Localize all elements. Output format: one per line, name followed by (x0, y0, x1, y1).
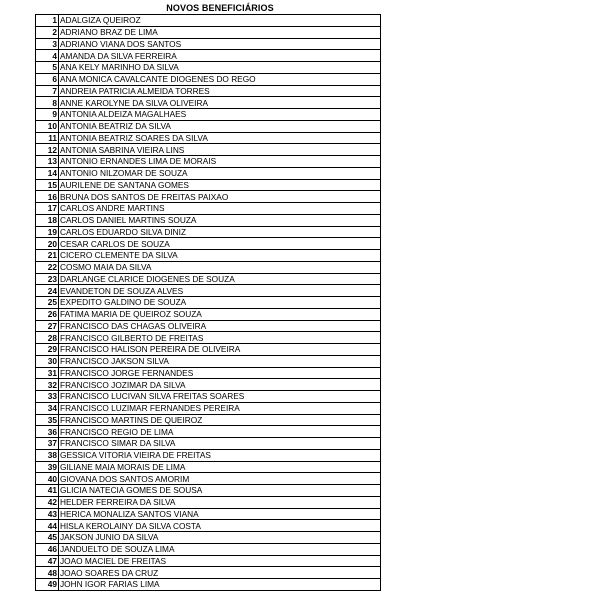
row-number: 13 (36, 156, 59, 168)
table-row (36, 73, 381, 85)
row-number: 37 (36, 438, 59, 450)
row-number: 7 (36, 85, 59, 97)
row-number: 29 (36, 344, 59, 356)
beneficiary-name: ANDREIA PATRICIA ALMEIDA TORRES (59, 85, 381, 97)
beneficiary-name: EXPEDITO GALDINO DE SOUZA (59, 297, 381, 309)
beneficiary-name: JOAO SOARES DA CRUZ (59, 567, 381, 579)
beneficiaries-table-body (36, 15, 381, 591)
row-number: 46 (36, 543, 59, 555)
table-row (36, 26, 381, 38)
beneficiary-name: CARLOS EDUARDO SILVA DINIZ (59, 226, 381, 238)
table-row (36, 167, 381, 179)
table-row (36, 120, 381, 132)
row-number: 15 (36, 179, 59, 191)
table-row (36, 579, 381, 591)
beneficiary-name: DARLANGE CLARICE DIOGENES DE SOUZA (59, 273, 381, 285)
row-number: 44 (36, 520, 59, 532)
row-number: 18 (36, 214, 59, 226)
beneficiary-name: GESSICA VITORIA VIEIRA DE FREITAS (59, 449, 381, 461)
row-number: 47 (36, 555, 59, 567)
beneficiary-name: GIOVANA DOS SANTOS AMORIM (59, 473, 381, 485)
beneficiary-name: ANTONIA BEATRIZ DA SILVA (59, 120, 381, 132)
table-row (36, 62, 381, 74)
row-number: 43 (36, 508, 59, 520)
beneficiary-name: ADRIANO VIANA DOS SANTOS (59, 38, 381, 50)
beneficiary-name: FRANCISCO HALISON PEREIRA DE OLIVEIRA (59, 344, 381, 356)
table-row (36, 355, 381, 367)
row-number: 14 (36, 167, 59, 179)
beneficiary-name: COSMO MAIA DA SILVA (59, 261, 381, 273)
row-number: 8 (36, 97, 59, 109)
table-row (36, 426, 381, 438)
table-row (36, 203, 381, 215)
table-row (36, 226, 381, 238)
table-row (36, 273, 381, 285)
row-number: 34 (36, 402, 59, 414)
row-number: 19 (36, 226, 59, 238)
table-row (36, 191, 381, 203)
beneficiary-name: FRANCISCO MARTINS DE QUEIROZ (59, 414, 381, 426)
table-row (36, 532, 381, 544)
beneficiary-name: ANTONIO NILZOMAR DE SOUZA (59, 167, 381, 179)
table-row (36, 473, 381, 485)
beneficiary-name: FRANCISCO LUZIMAR FERNANDES PEREIRA (59, 402, 381, 414)
row-number: 25 (36, 297, 59, 309)
row-number: 26 (36, 308, 59, 320)
row-number: 41 (36, 485, 59, 497)
table-row (36, 15, 381, 27)
beneficiary-name: FRANCISCO DAS CHAGAS OLIVEIRA (59, 320, 381, 332)
beneficiary-name: ANTONIA SABRINA VIEIRA LINS (59, 144, 381, 156)
beneficiary-name: CESAR CARLOS DE SOUZA (59, 238, 381, 250)
table-row (36, 261, 381, 273)
table-row (36, 567, 381, 579)
beneficiary-name: ANTONIA ALDEIZA MAGALHAES (59, 109, 381, 121)
beneficiary-name: FRANCISCO GILBERTO DE FREITAS (59, 332, 381, 344)
row-number: 38 (36, 449, 59, 461)
table-row (36, 214, 381, 226)
table-row (36, 97, 381, 109)
beneficiary-name: GLICIA NATECIA GOMES DE SOUSA (59, 485, 381, 497)
table-row (36, 496, 381, 508)
table-row (36, 391, 381, 403)
beneficiary-name: ANNE KAROLYNE DA SILVA OLIVEIRA (59, 97, 381, 109)
row-number: 27 (36, 320, 59, 332)
beneficiaries-table (35, 14, 381, 591)
table-row (36, 238, 381, 250)
table-row (36, 285, 381, 297)
table-row (36, 144, 381, 156)
beneficiary-name: HISLA KEROLAINY DA SILVA COSTA (59, 520, 381, 532)
row-number: 11 (36, 132, 59, 144)
beneficiary-name: AMANDA DA SILVA FERREIRA (59, 50, 381, 62)
row-number: 22 (36, 261, 59, 273)
beneficiary-name: ANA MONICA CAVALCANTE DIOGENES DO REGO (59, 73, 381, 85)
beneficiary-name: ANA KELY MARINHO DA SILVA (59, 62, 381, 74)
row-number: 24 (36, 285, 59, 297)
beneficiary-name: FRANCISCO JAKSON SILVA (59, 355, 381, 367)
table-row (36, 50, 381, 62)
table-row (36, 332, 381, 344)
beneficiary-name: JANDUELTO DE SOUZA LIMA (59, 543, 381, 555)
table-row (36, 379, 381, 391)
beneficiary-name: ANTONIA BEATRIZ SOARES DA SILVA (59, 132, 381, 144)
beneficiary-name: HERICA MONALIZA SANTOS VIANA (59, 508, 381, 520)
beneficiary-name: CICERO CLEMENTE DA SILVA (59, 250, 381, 262)
beneficiary-name: ADRIANO BRAZ DE LIMA (59, 26, 381, 38)
table-row (36, 132, 381, 144)
beneficiary-name: FRANCISCO SIMAR DA SILVA (59, 438, 381, 450)
row-number: 39 (36, 461, 59, 473)
table-row (36, 485, 381, 497)
table-row (36, 520, 381, 532)
table-row (36, 250, 381, 262)
table-row (36, 156, 381, 168)
row-number: 17 (36, 203, 59, 215)
beneficiary-name: HELDER FERREIRA DA SILVA (59, 496, 381, 508)
row-number: 5 (36, 62, 59, 74)
table-row (36, 414, 381, 426)
table-row (36, 38, 381, 50)
beneficiary-name: JAKSON JUNIO DA SILVA (59, 532, 381, 544)
row-number: 40 (36, 473, 59, 485)
beneficiary-name: CARLOS ANDRE MARTINS (59, 203, 381, 215)
row-number: 3 (36, 38, 59, 50)
row-number: 9 (36, 109, 59, 121)
table-row (36, 555, 381, 567)
table-row (36, 320, 381, 332)
table-row (36, 438, 381, 450)
beneficiary-name: ADALGIZA QUEIROZ (59, 15, 381, 27)
table-row (36, 543, 381, 555)
row-number: 42 (36, 496, 59, 508)
row-number: 30 (36, 355, 59, 367)
table-row (36, 461, 381, 473)
row-number: 21 (36, 250, 59, 262)
table-row (36, 297, 381, 309)
page-title: NOVOS BENEFICIÁRIOS (166, 3, 274, 13)
table-row (36, 449, 381, 461)
beneficiary-name: CARLOS DANIEL MARTINS SOUZA (59, 214, 381, 226)
row-number: 20 (36, 238, 59, 250)
beneficiary-name: FATIMA MARIA DE QUEIROZ SOUZA (59, 308, 381, 320)
beneficiary-name: FRANCISCO REGIO DE LIMA (59, 426, 381, 438)
row-number: 12 (36, 144, 59, 156)
row-number: 48 (36, 567, 59, 579)
row-number: 4 (36, 50, 59, 62)
table-row (36, 179, 381, 191)
beneficiary-name: FRANCISCO JOZIMAR DA SILVA (59, 379, 381, 391)
beneficiary-name: EVANDETON DE SOUZA ALVES (59, 285, 381, 297)
row-number: 10 (36, 120, 59, 132)
row-number: 35 (36, 414, 59, 426)
table-row (36, 85, 381, 97)
beneficiary-name: JOAO MACIEL DE FREITAS (59, 555, 381, 567)
beneficiary-name: FRANCISCO LUCIVAN SILVA FREITAS SOARES (59, 391, 381, 403)
row-number: 2 (36, 26, 59, 38)
row-number: 16 (36, 191, 59, 203)
row-number: 31 (36, 367, 59, 379)
beneficiary-name: JOHN IGOR FARIAS LIMA (59, 579, 381, 591)
row-number: 33 (36, 391, 59, 403)
row-number: 23 (36, 273, 59, 285)
beneficiary-name: FRANCISCO JORGE FERNANDES (59, 367, 381, 379)
table-row (36, 508, 381, 520)
table-row (36, 402, 381, 414)
table-row (36, 308, 381, 320)
table-row (36, 367, 381, 379)
row-number: 45 (36, 532, 59, 544)
beneficiary-name: BRUNA DOS SANTOS DE FREITAS PAIXAO (59, 191, 381, 203)
row-number: 28 (36, 332, 59, 344)
beneficiary-name: AURILENE DE SANTANA GOMES (59, 179, 381, 191)
beneficiary-name: ANTONIO ERNANDES LIMA DE MORAIS (59, 156, 381, 168)
beneficiary-name: GILIANE MAIA MORAIS DE LIMA (59, 461, 381, 473)
table-row (36, 344, 381, 356)
row-number: 6 (36, 73, 59, 85)
table-row (36, 109, 381, 121)
row-number: 49 (36, 579, 59, 591)
row-number: 36 (36, 426, 59, 438)
row-number: 32 (36, 379, 59, 391)
row-number: 1 (36, 15, 59, 27)
